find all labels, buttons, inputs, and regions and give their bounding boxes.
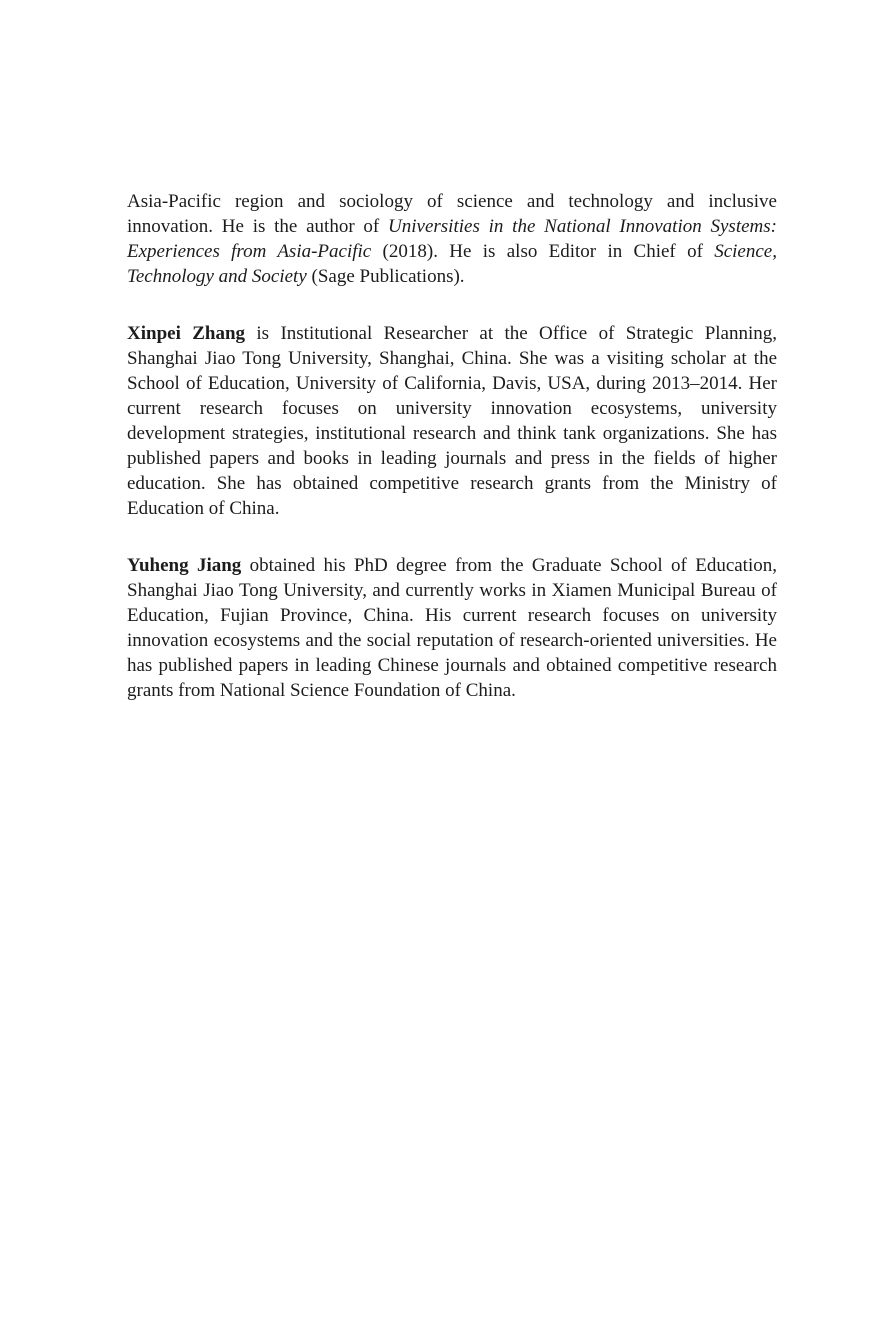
text-run-normal: Asia-Pacific region and sociology of science and technology and inclusive innovation. He is the author of	[127, 191, 782, 237]
paragraph	[127, 189, 782, 289]
paragraph	[127, 553, 782, 703]
text-run-italic: Universities in the National Innovation Systems: Experiences from Asia-Pacific	[127, 216, 782, 262]
text-run-bold: Xinpei Zhang	[127, 323, 246, 344]
text-run-italic: Science, Technology and Society	[127, 241, 782, 287]
text-run-normal: obtained his PhD degree from the Graduate School of Education, Shanghai Jiao Tong University, and currently works in Xiamen Municipal Bureau of Education, Fujian Province, China. His current research focuses on university innovation ecosystems and the social reputation of research-oriented universities. He has published papers in leading Chinese journals and obtained competitive research grants from National Science Foundation of China.	[127, 555, 782, 701]
text-run-normal: (2018). He is also Editor in Chief of	[371, 241, 715, 262]
paragraph	[127, 321, 782, 521]
text-run-bold: Yuheng Jiang	[127, 555, 242, 576]
text-block	[127, 189, 782, 735]
text-run-normal: (Sage Publications).	[306, 266, 465, 287]
text-run-normal: is Institutional Researcher at the Office of Strategic Planning, Shanghai Jiao Tong University, Shanghai, China. She was a visiting scholar at the School of Education, University of California, Davis, USA, during 2013–2014. Her current research focuses on university innovation ecosystems, university development strategies, institutional research and think tank organizations. She has published papers and books in leading journals and press in the fields of higher education. She has obtained competitive research grants from the Ministry of Education of China.	[127, 323, 782, 519]
